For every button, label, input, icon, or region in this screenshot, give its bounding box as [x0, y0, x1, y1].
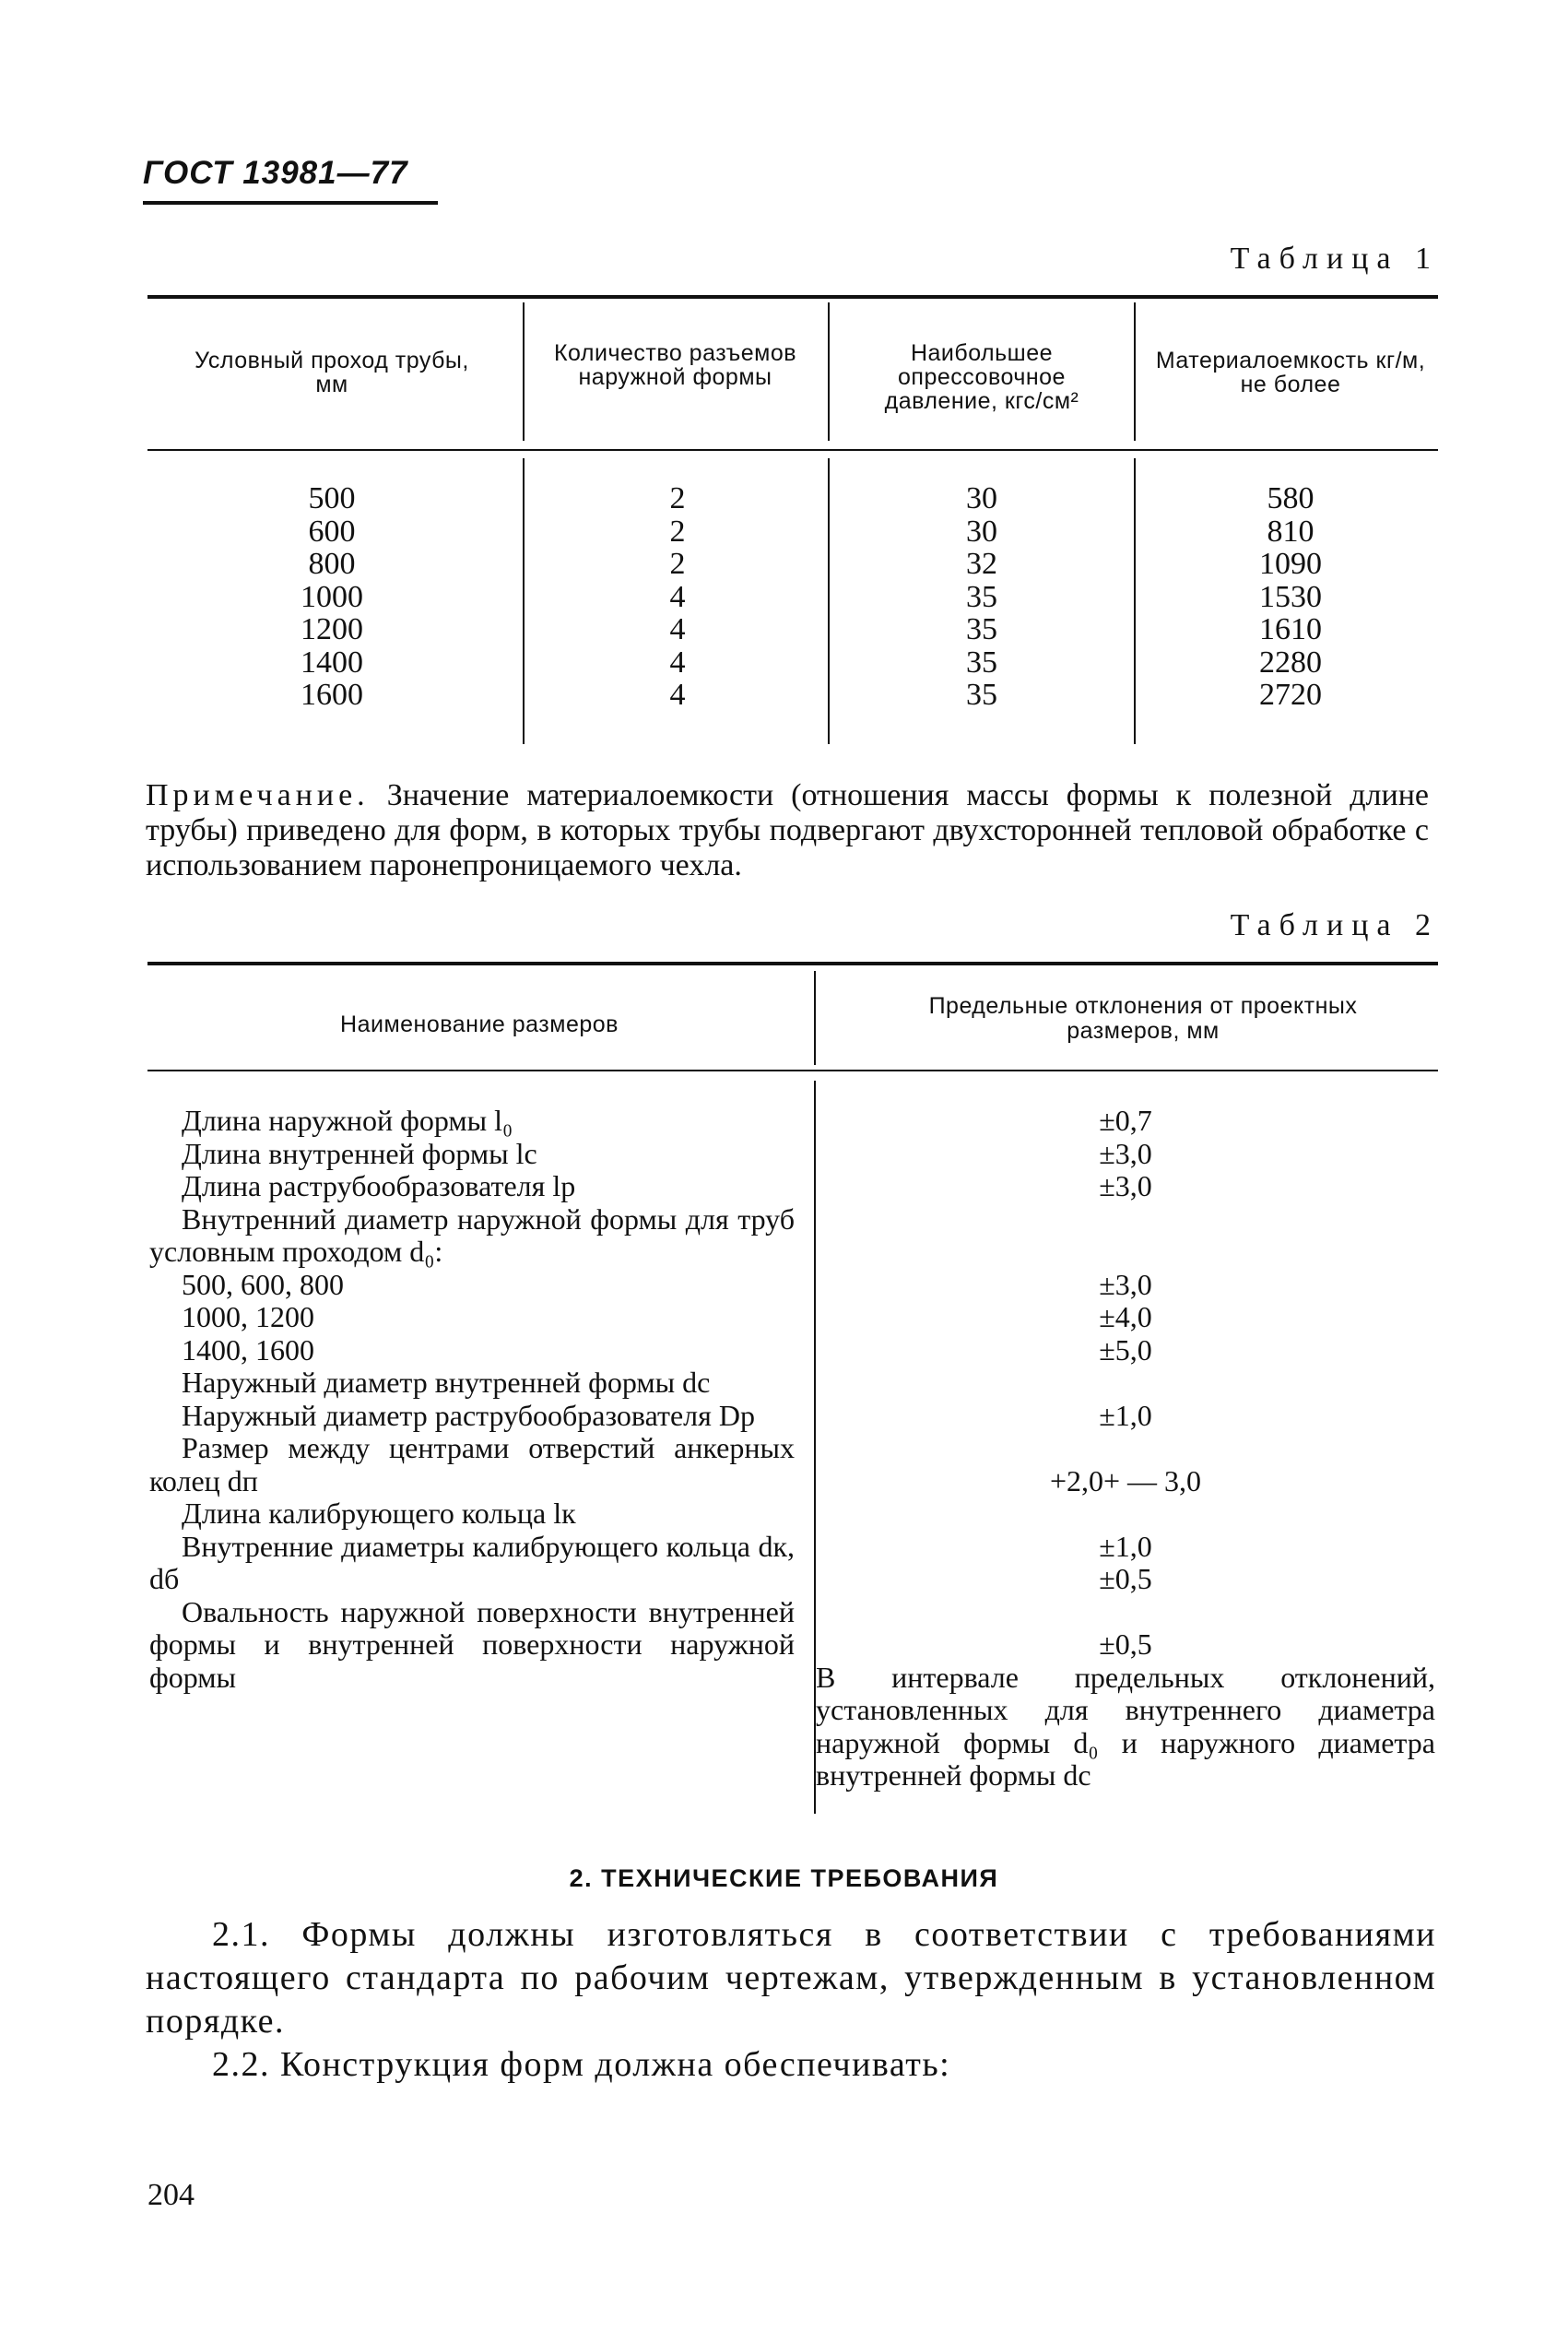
- table1-cell: 32: [966, 547, 997, 581]
- table2-value: В интервале предельных отклонений, установленных для внутреннего диаметра наружной формы d₀ и наружного диаметра внутренней формы dс: [816, 1660, 1435, 1792]
- section-body: [146, 1913, 1436, 2087]
- table2-row: Длина раструбообразователя lр: [182, 1169, 576, 1202]
- table1-cell: 1090: [1259, 547, 1322, 581]
- table1-cell: 810: [1267, 514, 1315, 549]
- table1-cell: 2280: [1259, 645, 1322, 680]
- table2-value: ±3,0: [1099, 1136, 1152, 1170]
- section-title: 2. ТЕХНИЧЕСКИЕ ТРЕБОВАНИЯ: [569, 1864, 999, 1892]
- section-paragraph: 2.2. Конструкция форм должна обеспечивать:: [212, 2045, 951, 2084]
- table2-value: +2,0+ — 3,0: [1049, 1463, 1202, 1497]
- table1-cell: 600: [308, 514, 356, 549]
- table1-cell: 1530: [1259, 579, 1322, 614]
- table2-row: Наружный диаметр внутренней формы dс: [182, 1366, 711, 1399]
- table1-cell: 1400: [301, 645, 363, 680]
- table1-cell: 35: [966, 678, 997, 712]
- table1-cell: 30: [966, 481, 997, 515]
- table2-spacer: [816, 1236, 1435, 1269]
- table2-row: Длина внутренней формы lс: [182, 1136, 537, 1170]
- table1-column-pressure: [945, 482, 1019, 712]
- table2-col-divider: [814, 971, 816, 1065]
- table1-cell: 4: [669, 645, 686, 680]
- table1-header-material: Материалоемкость кг/м, не более: [1155, 348, 1426, 397]
- table2-value: ±4,0: [1099, 1300, 1152, 1333]
- table1-col-divider: [523, 302, 525, 441]
- table2-value: ±1,0: [1099, 1529, 1152, 1563]
- table2-header-tolerance: Предельные отклонения от проектных размеров, мм: [928, 993, 1358, 1044]
- table2-row: Овальность наружной поверхности внутренней формы и внутренней поверхности наружной формы: [149, 1594, 795, 1694]
- table2-value: ±0,7: [1099, 1104, 1152, 1137]
- table1-header-connectors: Количество разъемов наружной формы: [553, 340, 797, 390]
- table1-header-rule: [147, 449, 1438, 451]
- table1-cell: 30: [966, 514, 997, 549]
- table1-col-divider: [828, 302, 830, 441]
- table2-value: ±0,5: [1099, 1627, 1152, 1661]
- table2-spacer: [816, 1367, 1435, 1400]
- table2-spacer: [816, 1497, 1435, 1531]
- table2-row: Размер между центрами отверстий анкерных колец dп: [149, 1431, 795, 1497]
- table1-cell: 2: [669, 547, 686, 581]
- table1-header-diameter: Условный проход трубы, мм: [195, 348, 469, 397]
- table1-cell: 4: [669, 678, 686, 712]
- table1-cell: 2: [669, 514, 686, 549]
- table1-cell: 500: [308, 481, 356, 515]
- table2-row: 500, 600, 800: [182, 1267, 344, 1301]
- table2-header-name: Наименование размеров: [340, 1012, 619, 1037]
- table2-tolerance-values: [816, 1105, 1435, 1793]
- table1-caption: Таблица 1: [1230, 242, 1439, 276]
- table1-col-divider: [523, 458, 525, 744]
- table1-cell: 35: [966, 645, 997, 680]
- table1-column-material: [1235, 482, 1346, 712]
- table2-row: Внутренний диаметр наружной формы для труб условным проходом d₀:: [149, 1201, 795, 1268]
- document-code: ГОСТ 13981—77: [143, 155, 408, 191]
- table2-caption: Таблица 2: [1230, 908, 1439, 942]
- table1-cell: 2720: [1259, 678, 1322, 712]
- table2-value: ±3,0: [1099, 1267, 1152, 1301]
- table1-cell: 1610: [1259, 612, 1322, 646]
- table1-cell: 35: [966, 579, 997, 614]
- note-label: Примечание.: [146, 778, 370, 812]
- table2-value: ±3,0: [1099, 1169, 1152, 1202]
- table2-spacer: [816, 1203, 1435, 1236]
- table2-value: ±1,0: [1099, 1398, 1152, 1432]
- table2-row: Внутренние диаметры калибрующего кольца dк, dб: [149, 1529, 795, 1595]
- table2-row: Наружный диаметр раструбообразователя Dр: [182, 1398, 755, 1432]
- table1-cell: 1200: [301, 612, 363, 646]
- table2-row: Длина наружной формы l₀: [182, 1104, 513, 1137]
- table1-cell: 1600: [301, 678, 363, 712]
- section-paragraph: 2.1. Формы должны изготовляться в соответствии с требованиями настоящего стандарта по рабочим чертежам, утвержденным в установленном порядке.: [146, 1915, 1436, 2041]
- table1-note: [146, 778, 1429, 883]
- table1-cell: 580: [1267, 481, 1315, 515]
- table1-cell: 1000: [301, 579, 363, 614]
- table1-col-divider: [828, 458, 830, 744]
- table2-dimension-names: [149, 1105, 795, 1694]
- table2-value: ±5,0: [1099, 1332, 1152, 1367]
- page-number: 204: [147, 2178, 195, 2212]
- table1-header-pressure: Наибольшее опрессовочное давление, кгс/см²: [884, 340, 1079, 414]
- table1-cell: 4: [669, 612, 686, 646]
- table2-row: Длина калибрующего кольца lк: [182, 1497, 576, 1530]
- header-underline: [143, 201, 438, 205]
- table2-row: 1000, 1200: [182, 1300, 314, 1333]
- table2-value: ±0,5: [1099, 1562, 1152, 1595]
- table1-cell: 4: [669, 579, 686, 614]
- table1-cell: 800: [308, 547, 356, 581]
- table1-col-divider: [1134, 302, 1136, 441]
- table2-row: 1400, 1600: [182, 1332, 314, 1367]
- table2-spacer: [816, 1596, 1435, 1629]
- table1-col-divider: [1134, 458, 1136, 744]
- note-text: Значение материалоемкости (отношения массы формы к полезной длине трубы) приведено для форм, в которых трубы подвергают двухсторонней тепловой обработке с использованием паронепроницаемого чехла.: [146, 778, 1429, 882]
- table1-cell: 35: [966, 612, 997, 646]
- table2-top-rule: [147, 962, 1438, 965]
- table2-spacer: [816, 1432, 1435, 1465]
- table1-column-diameter: [267, 482, 396, 712]
- table1-column-connectors: [645, 482, 710, 712]
- table2-header-rule: [147, 1070, 1438, 1071]
- table1-cell: 2: [669, 481, 686, 515]
- table1-top-rule: [147, 295, 1438, 299]
